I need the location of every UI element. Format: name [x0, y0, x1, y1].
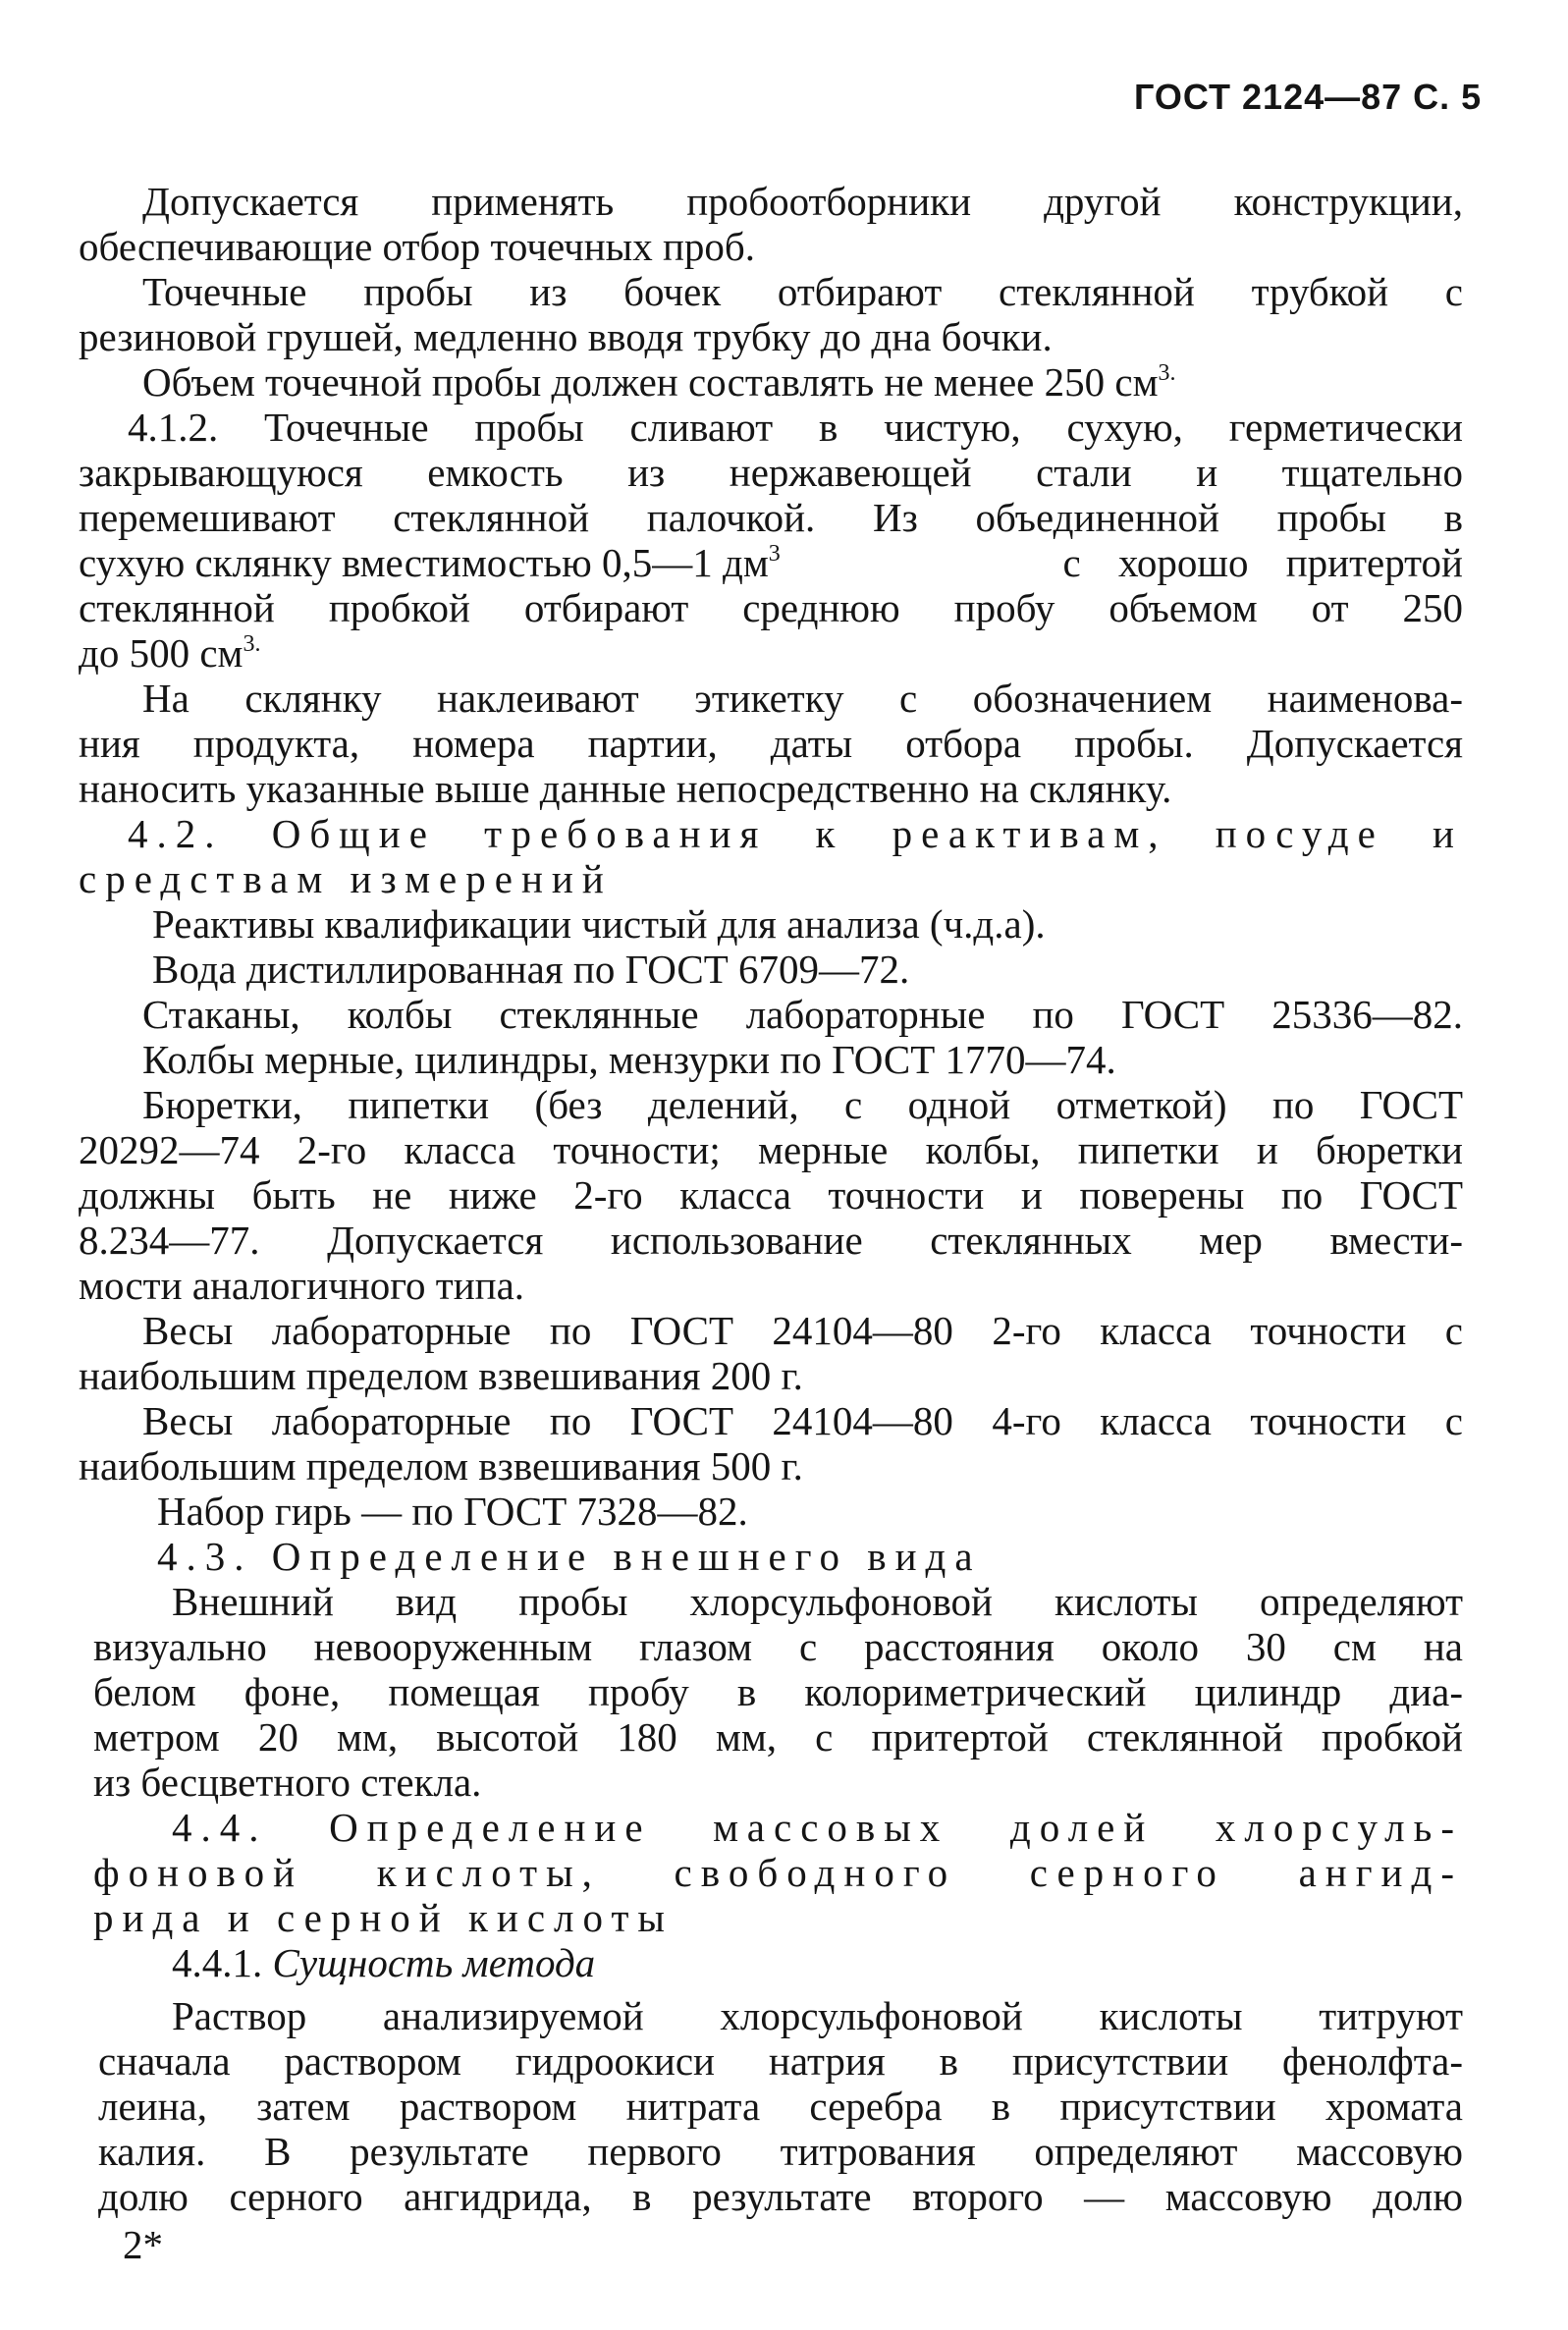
- text-line: Бюретки, пипетки (без делений, с одной отметкой) по ГОСТ: [142, 1082, 1463, 1127]
- section-heading: 4.4. Определение массовых долей хлорсуль-: [172, 1805, 1463, 1850]
- text-line: 8.234—77. Допускается использование стеклянных мер вмести-: [79, 1218, 1463, 1263]
- text-line: Вода дистиллированная по ГОСТ 6709—72.: [152, 947, 910, 992]
- text-line: Весы лабораторные по ГОСТ 24104—80 2-го класса точности с: [142, 1308, 1463, 1353]
- text-line: Реактивы квалификации чистый для анализа (ч.д.а).: [152, 901, 1046, 947]
- text-span: с хорошо притертой: [1062, 540, 1463, 585]
- text-line: [79, 540, 1463, 585]
- running-head: ГОСТ 2124—87 С. 5: [1134, 77, 1483, 117]
- text-line: ния продукта, номера партии, даты отбора пробы. Допускается: [79, 721, 1463, 766]
- text-line: [79, 630, 261, 676]
- section-heading: 4.3. Определение внешнего вида: [157, 1534, 982, 1579]
- text-line: из бесцветного стекла.: [93, 1760, 482, 1805]
- text-line: Точечные пробы из бочек отбирают стеклянной трубкой с: [142, 269, 1463, 314]
- text-line: Раствор анализируемой хлорсульфоновой кислоты титруют: [172, 1993, 1463, 2038]
- text-span: 4.4.1.: [172, 1940, 273, 1985]
- section-heading: средствам измерений: [79, 856, 613, 901]
- text-span: [79, 540, 781, 585]
- text-line: мости аналогичного типа.: [79, 1263, 525, 1308]
- text-line: наибольшим пределом взвешивания 200 г.: [79, 1353, 803, 1398]
- superscript: 3.: [1158, 360, 1176, 386]
- text-line: леина, затем раствором нитрата серебра в присутствии хромата: [98, 2084, 1463, 2129]
- text-line: перемешивают стеклянной палочкой. Из объединенной пробы в: [79, 495, 1463, 540]
- text-line: визуально невооруженным глазом с расстояния около 30 см на: [93, 1624, 1463, 1669]
- text-line: Стаканы, колбы стеклянные лабораторные по ГОСТ 25336—82.: [142, 992, 1463, 1037]
- text-line: 20292—74 2-го класса точности; мерные колбы, пипетки и бюретки: [79, 1127, 1463, 1172]
- text-line: долю серного ангидрида, в результате второго — массовую долю: [98, 2174, 1463, 2219]
- text-span: до 500 см: [79, 630, 243, 676]
- text-line: обеспечивающие отбор точечных проб.: [79, 224, 756, 269]
- section-heading: 4.2. Общие требования к реактивам, посуде и: [128, 811, 1463, 856]
- signature-mark: 2*: [123, 2222, 163, 2267]
- text-line: Колбы мерные, цилиндры, мензурки по ГОСТ 1770—74.: [142, 1037, 1116, 1082]
- text-line: закрывающуюся емкость из нержавеющей стали и тщательно: [79, 450, 1463, 495]
- section-heading: фоновой кислоты, свободного серного ангид-: [93, 1850, 1463, 1895]
- text-line: должны быть не ниже 2-го класса точности и поверены по ГОСТ: [79, 1172, 1463, 1218]
- text-line: резиновой грушей, медленно вводя трубку до дна бочки.: [79, 314, 1053, 359]
- superscript: 3.: [243, 631, 261, 657]
- text-line: Весы лабораторные по ГОСТ 24104—80 4-го класса точности с: [142, 1398, 1463, 1443]
- text-span: Сущность метода: [272, 1940, 596, 1985]
- text-line: Набор гирь — по ГОСТ 7328—82.: [157, 1489, 748, 1534]
- text-span: сухую склянку вместимостью 0,5—1 дм: [79, 540, 769, 585]
- text-line: наносить указанные выше данные непосредственно на склянку.: [79, 766, 1172, 811]
- subsection-heading: [172, 1940, 595, 1985]
- superscript: 3: [768, 541, 781, 567]
- text-line: Внешний вид пробы хлорсульфоновой кислоты определяют: [172, 1579, 1463, 1624]
- text-line: На склянку наклеивают этикетку с обозначением наименова-: [142, 676, 1463, 721]
- text-line: [142, 359, 1176, 405]
- text-line: наибольшим пределом взвешивания 500 г.: [79, 1443, 803, 1489]
- text-span: Объем точечной пробы должен составлять не менее 250 см: [142, 359, 1159, 405]
- text-line: метром 20 мм, высотой 180 мм, с притертой стеклянной пробкой: [93, 1714, 1463, 1760]
- text-line: стеклянной пробкой отбирают среднюю пробу объемом от 250: [79, 585, 1463, 630]
- text-line: 4.1.2. Точечные пробы сливают в чистую, сухую, герметически: [128, 405, 1463, 450]
- text-line: Допускается применять пробоотборники другой конструкции,: [142, 179, 1463, 224]
- text-line: сначала раствором гидроокиси натрия в присутствии фенолфта-: [98, 2038, 1463, 2084]
- section-heading: рида и серной кислоты: [93, 1895, 674, 1940]
- text-line: калия. В результате первого титрования определяют массовую: [98, 2129, 1463, 2174]
- text-line: белом фоне, помещая пробу в колориметрический цилиндр диа-: [93, 1669, 1463, 1714]
